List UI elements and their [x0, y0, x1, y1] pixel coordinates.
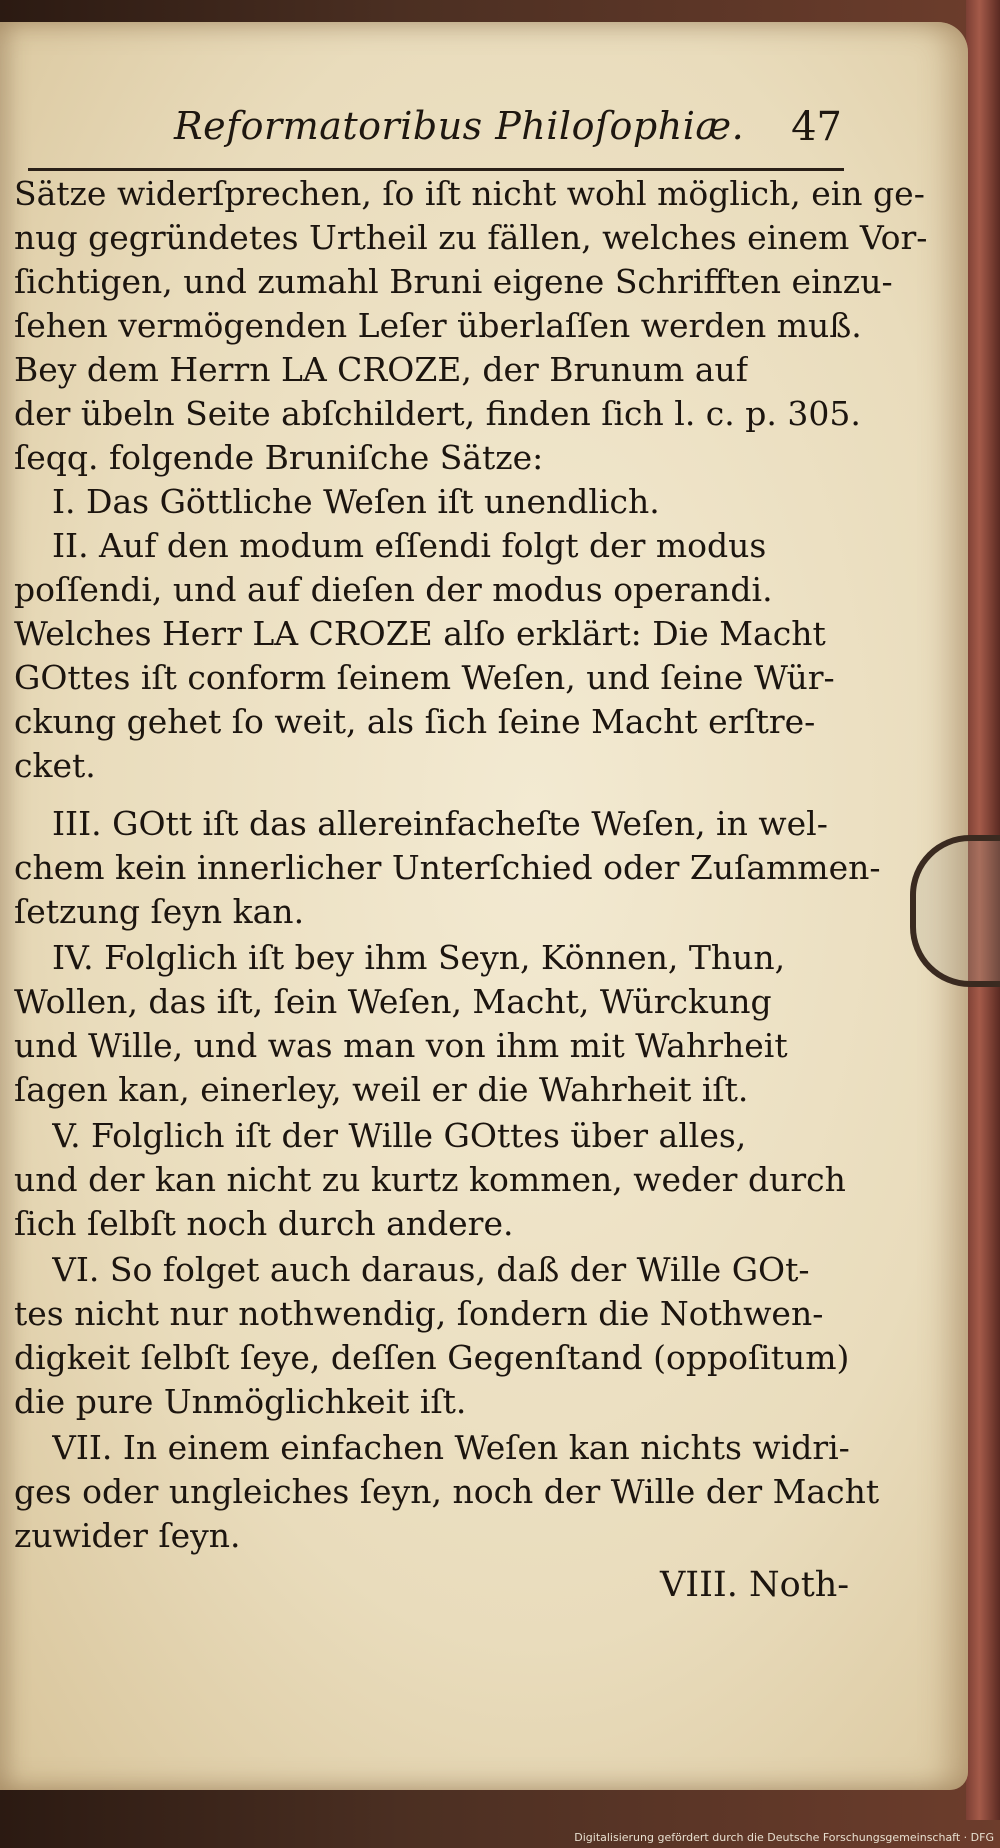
- text-line: Welches Herr LA CROZE alſo erklärt: Die Macht: [14, 614, 826, 653]
- digitization-credit: Digitalisierung gefördert durch die Deutsche Forschungsgemeinschaft · DFG: [574, 1831, 994, 1844]
- text-line: die pure Unmöglichkeit iſt.: [14, 1382, 467, 1421]
- page-number: 47: [791, 104, 842, 150]
- text-line: poſſendi, und auf dieſen der modus operandi.: [14, 570, 773, 609]
- text-line: ges oder ungleiches ſeyn, noch der Wille der Macht: [14, 1472, 880, 1511]
- text-line: III. GOtt iſt das allereinfacheſte Weſen, in wel-: [52, 804, 828, 843]
- text-line: ſagen kan, einerley, weil er die Wahrheit iſt.: [14, 1070, 749, 1109]
- text-line: ckung gehet ſo weit, als ſich ſeine Macht erſtre-: [14, 702, 816, 741]
- book-page: [0, 22, 968, 1790]
- text-line: VII. In einem einfachen Weſen kan nichts widri-: [52, 1428, 850, 1467]
- text-line: nug gegründetes Urtheil zu fällen, welches einem Vor-: [14, 218, 928, 257]
- text-line: ſetzung ſeyn kan.: [14, 892, 305, 931]
- catchword: VIII. Noth-: [660, 1565, 850, 1605]
- text-line: tes nicht nur nothwendig, ſondern die Nothwen-: [14, 1294, 824, 1333]
- text-line: ſeqq. folgende Bruniſche Sätze:: [14, 438, 544, 477]
- text-line: Wollen, das iſt, ſein Weſen, Macht, Würckung: [14, 982, 772, 1021]
- body-text: [14, 172, 928, 1572]
- text-line: und der kan nicht zu kurtz kommen, weder durch: [14, 1160, 846, 1199]
- text-line: VI. So folget auch daraus, daß der Wille GOt-: [52, 1250, 810, 1289]
- text-line: Sätze widerſprechen, ſo iſt nicht wohl möglich, ein ge-: [14, 174, 925, 213]
- text-line: der übeln Seite abſchildert, finden ſich l. c. p. 305.: [14, 394, 861, 433]
- text-line: ſehen vermögenden Leſer überlaſſen werden muß.: [14, 306, 862, 345]
- text-line: IV. Folglich iſt bey ihm Seyn, Können, Thun,: [52, 938, 786, 977]
- text-line: digkeit ſelbſt ſeye, deſſen Gegenſtand (oppoſitum): [14, 1338, 850, 1377]
- text-line: V. Folglich iſt der Wille GOttes über alles,: [52, 1116, 747, 1155]
- text-line: cket.: [14, 746, 96, 785]
- text-line: chem kein innerlicher Unterſchied oder Zuſammen-: [14, 848, 881, 887]
- text-line: Bey dem Herrn LA CROZE, der Brunum auf: [14, 350, 748, 389]
- text-line: ſich ſelbſt noch durch andere.: [14, 1204, 514, 1243]
- book-clasp: [910, 835, 1000, 987]
- text-line: und Wille, und was man von ihm mit Wahrheit: [14, 1026, 788, 1065]
- text-line: ſichtigen, und zumahl Bruni eigene Schrifften einzu-: [14, 262, 893, 301]
- text-line: zuwider ſeyn.: [14, 1516, 241, 1555]
- page-header: [174, 104, 850, 164]
- text-line: GOttes iſt conform ſeinem Weſen, und ſeine Wür-: [14, 658, 835, 697]
- header-rule: [28, 168, 844, 171]
- text-line: II. Auf den modum eſſendi folgt der modus: [52, 526, 767, 565]
- running-title: Reformatoribus Philoſophiæ.: [174, 104, 745, 148]
- text-line: I. Das Göttliche Weſen iſt unendlich.: [52, 482, 660, 521]
